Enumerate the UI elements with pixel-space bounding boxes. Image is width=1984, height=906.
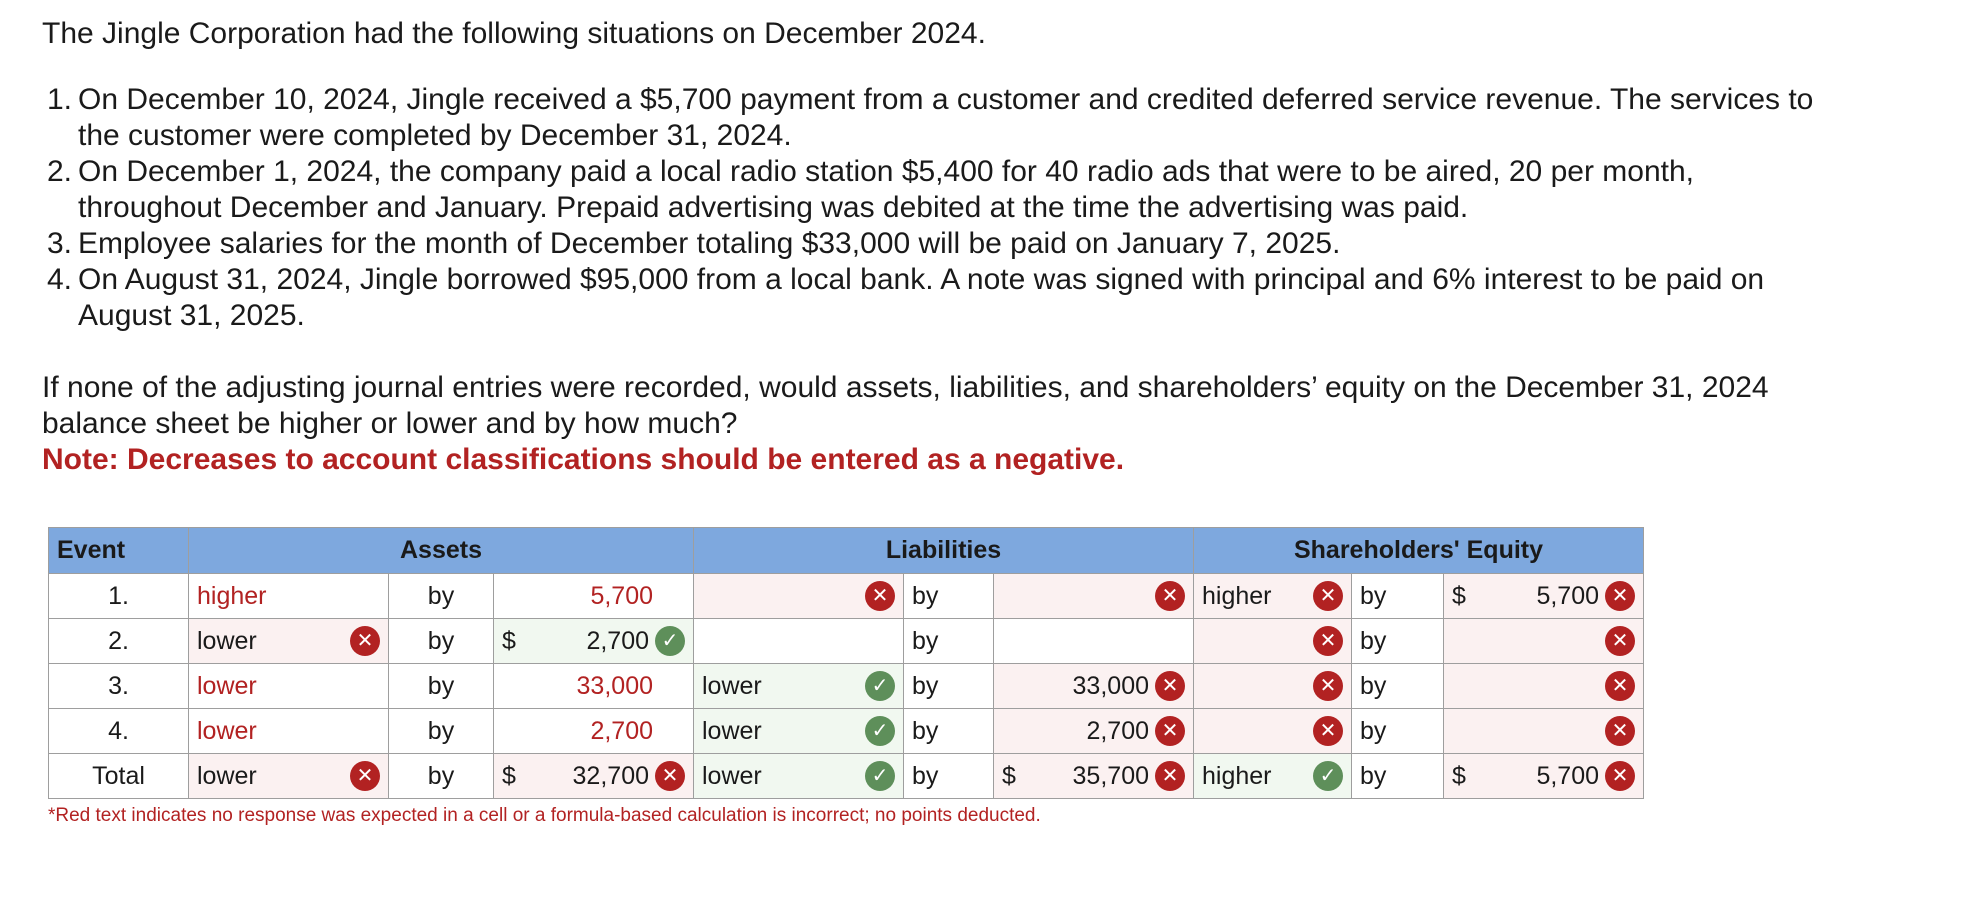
by-label: by — [1352, 754, 1444, 799]
by-label: by — [389, 709, 494, 754]
x-circle-icon: ✕ — [1313, 716, 1343, 746]
x-circle-icon: ✕ — [865, 581, 895, 611]
liabilities-amount-input[interactable]: 33,000 ✕ — [994, 664, 1194, 709]
assets-total-input[interactable]: $ 32,700 ✕ — [494, 754, 694, 799]
note-text: Note: Decreases to account classifications should be entered as a negative. — [42, 443, 1125, 476]
liabilities-direction-cell — [694, 619, 904, 664]
by-label: by — [904, 709, 994, 754]
liabilities-direction-select[interactable]: lower ✓ — [694, 754, 904, 799]
assets-direction-select[interactable]: lower — [189, 709, 389, 754]
event-cell: 2. — [49, 619, 189, 664]
x-circle-icon: ✕ — [1155, 761, 1185, 791]
equity-header: Shareholders' Equity — [1194, 528, 1644, 574]
equity-direction-select[interactable] — [1194, 664, 1352, 709]
x-circle-icon: ✕ — [1605, 761, 1635, 791]
table-row — [49, 619, 1644, 664]
assets-direction-select[interactable]: higher — [189, 574, 389, 619]
liabilities-amount-input[interactable] — [994, 574, 1194, 619]
x-circle-icon: ✕ — [1605, 581, 1635, 611]
x-circle-icon: ✕ — [350, 761, 380, 791]
assets-amount-input[interactable]: $ 2,700 ✓ — [494, 619, 694, 664]
answer-table — [48, 527, 1644, 799]
x-circle-icon: ✕ — [1605, 626, 1635, 656]
x-circle-icon: ✕ — [1155, 581, 1185, 611]
table-row — [49, 709, 1644, 754]
by-label: by — [1352, 574, 1444, 619]
equity-total-input[interactable]: $ 5,700 ✕ — [1444, 754, 1644, 799]
question-text: If none of the adjusting journal entries were recorded, would assets, liabilities, and shareholders’ equity on the December 31, 2024 balance sheet be higher or lower and by how much? — [42, 371, 1769, 440]
intro-line: The Jingle Corporation had the following situations on December 2024. — [42, 17, 986, 50]
footnote: *Red text indicates no response was expected in a cell or a formula-based calculation is incorrect; no points deducted. — [48, 805, 1041, 826]
event-cell: 4. — [49, 709, 189, 754]
total-row — [49, 754, 1644, 799]
equity-direction-select[interactable]: higher ✓ — [1194, 754, 1352, 799]
equity-amount-input[interactable] — [1444, 664, 1644, 709]
by-label: by — [389, 574, 494, 619]
liabilities-header: Liabilities — [694, 528, 1194, 574]
x-circle-icon: ✕ — [1155, 716, 1185, 746]
check-circle-icon: ✓ — [865, 761, 895, 791]
assets-amount-cell: 2,700 — [494, 709, 694, 754]
assets-header: Assets — [189, 528, 694, 574]
assets-direction-select[interactable]: lower ✕ — [189, 619, 389, 664]
by-label: by — [1352, 709, 1444, 754]
liabilities-amount-input[interactable]: 2,700 ✕ — [994, 709, 1194, 754]
by-label: by — [389, 754, 494, 799]
event-header: Event — [49, 528, 189, 574]
x-circle-icon: ✕ — [1605, 671, 1635, 701]
x-circle-icon: ✕ — [1155, 671, 1185, 701]
event-cell: 1. — [49, 574, 189, 619]
x-circle-icon: ✕ — [655, 761, 685, 791]
x-circle-icon: ✕ — [1313, 581, 1343, 611]
equity-direction-select[interactable]: higher ✕ — [1194, 574, 1352, 619]
assets-amount-cell: 5,700 — [494, 574, 694, 619]
situation-item: 2. On December 1, 2024, the company paid a local radio station $5,400 for 40 radio ads that were to be aired, 20 per month, throughout December and January. Prepaid advertising was debited at the time the advertising was paid. — [46, 155, 1694, 224]
equity-amount-input[interactable] — [1444, 709, 1644, 754]
problem-text — [42, 16, 1942, 478]
check-circle-icon: ✓ — [865, 716, 895, 746]
x-circle-icon: ✕ — [350, 626, 380, 656]
table-row — [49, 664, 1644, 709]
equity-amount-input[interactable] — [1444, 619, 1644, 664]
header-row — [49, 528, 1644, 574]
check-circle-icon: ✓ — [865, 671, 895, 701]
equity-direction-select[interactable] — [1194, 619, 1352, 664]
check-circle-icon: ✓ — [1313, 761, 1343, 791]
x-circle-icon: ✕ — [1313, 671, 1343, 701]
event-cell: 3. — [49, 664, 189, 709]
equity-direction-select[interactable] — [1194, 709, 1352, 754]
x-circle-icon: ✕ — [1313, 626, 1343, 656]
liabilities-direction-select[interactable] — [694, 574, 904, 619]
equity-amount-input[interactable]: $ 5,700 ✕ — [1444, 574, 1644, 619]
situation-item: 4. On August 31, 2024, Jingle borrowed $95,000 from a local bank. A note was signed with principal and 6% interest to be paid on August 31, 2025. — [46, 263, 1765, 332]
assets-amount-cell: 33,000 — [494, 664, 694, 709]
by-label: by — [1352, 664, 1444, 709]
x-circle-icon: ✕ — [1605, 716, 1635, 746]
situations-list — [42, 82, 1942, 334]
table-row — [49, 574, 1644, 619]
liabilities-amount-cell — [994, 619, 1194, 664]
assets-direction-select[interactable]: lower ✕ — [189, 754, 389, 799]
check-circle-icon: ✓ — [655, 626, 685, 656]
liabilities-direction-select[interactable]: lower ✓ — [694, 709, 904, 754]
by-label: by — [389, 664, 494, 709]
by-label: by — [1352, 619, 1444, 664]
by-label: by — [389, 619, 494, 664]
assets-direction-select[interactable]: lower — [189, 664, 389, 709]
by-label: by — [904, 619, 994, 664]
by-label: by — [904, 664, 994, 709]
situation-item: 1. On December 10, 2024, Jingle received a $5,700 payment from a customer and credited deferred service revenue. The services to the customer were completed by December 31, 2024. — [46, 83, 1814, 152]
total-label: Total — [49, 754, 189, 799]
situation-item: 3. Employee salaries for the month of December totaling $33,000 will be paid on January 7, 2025. — [46, 227, 1341, 260]
liabilities-direction-select[interactable]: lower ✓ — [694, 664, 904, 709]
by-label: by — [904, 574, 994, 619]
liabilities-total-input[interactable]: $ 35,700 ✕ — [994, 754, 1194, 799]
by-label: by — [904, 754, 994, 799]
